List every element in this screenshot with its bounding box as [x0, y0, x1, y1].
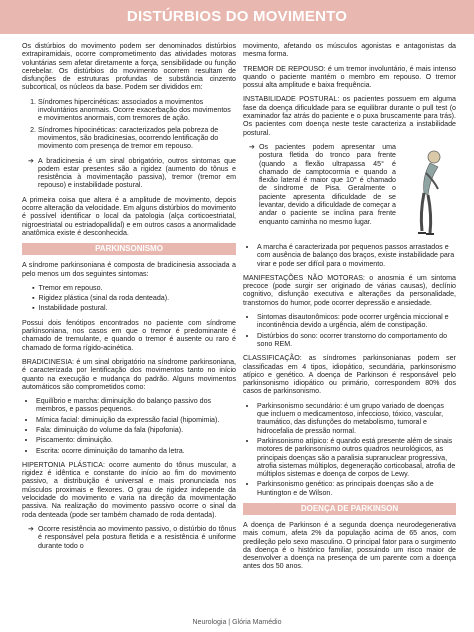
paragraph: movimento, afetando os músculos agonistas e antagonistas da mesma forma. — [243, 42, 456, 59]
list-item: ▪ Rigidez plástica (sinal da roda denteada). — [32, 294, 236, 302]
arrow-note — [28, 157, 236, 190]
section-heading: PARKINSONISMO — [22, 243, 236, 255]
nonmotor-list — [243, 313, 456, 348]
list-item: ▪ Tremor em repouso. — [32, 284, 236, 292]
list-item: • Sintomas disautonômicos: pode ocorrer urgência miccional e incontinência devido a urgência, além de constipação. — [257, 313, 456, 330]
gait-list — [243, 243, 456, 268]
section-heading: DOENÇA DE PARKINSON — [243, 503, 456, 515]
parkinson-posture-figure — [400, 143, 456, 239]
list-item: • Parkinsonismo genético: as principais doenças são a de Huntington e de Wilson. — [257, 480, 456, 497]
classification-list — [243, 402, 456, 497]
symptom-list — [22, 284, 236, 313]
arrow-note-text: Ocorre resistência ao movimento passivo, o distúrbio do tônus é responsável pela postura fletida e a resistência é uniforme durante todo o — [37, 524, 236, 550]
list-item: • Parkinsonismo secundário: é um grupo variado de doenças que incluem o medicamentoso, infeccioso, tóxico, vascular, traumático, das disfunções do metabolismo, tumoral e hidrocefalia de pressão normal. — [257, 402, 456, 435]
list-item: • Parkinsonismo atípico: é quando está presente além de sinais motores de parkinsonismo outros quadros neurológicos, as principais doenças são a paralisia supranuclear progressiva, atrofia sistemas múltiplos, degeneração corticobasal, atrofia de múltiplos sistemas e doença de corpos de Lewy. — [257, 437, 456, 478]
page-title: DISTÚRBIOS DO MOVIMENTO — [126, 8, 348, 25]
list-item: • Piscamento: diminuição. — [36, 436, 236, 444]
arrow-note-text: A bradicinesia é um sinal obrigatório, outros sintomas que podem estar presentes são a rigidez (aumento do tônus e resistência à movimentação passiva), tremor (tremor em repouso) e instabilidade postural. — [37, 156, 236, 190]
paragraph: Possui dois fenótipos encontrados no paciente com síndrome parkinsoniana, nos casos em que o tremor é predominante é chamado de tremulante, e quando o tremor é ausente ou raro é chamado de forma rígido-acinética. — [22, 318, 236, 352]
right-column — [243, 42, 456, 577]
title-bar — [0, 0, 474, 34]
list-item: • Mímica facial: diminuição da expressão facial (hipomimia). — [36, 416, 236, 424]
list-item: 1. Síndromes hipercinéticas: associados a movimentos involuntários anormais. Ocorre exacerbação dos movimentos e movimentos anormais, com tremores de ação. — [38, 98, 236, 123]
arrow-note — [28, 525, 236, 550]
paragraph: A primeira coisa que altera é a amplitude de movimento, depois ocorre alteração da velocidade. Em alguns distúrbios do movimento é possível identificar o local da patologia (alça corticoestriatal, nigroestriatal ou estriadopallidal) e em outros casos a anormalidade anatômica existe é desconhecida. — [22, 195, 236, 237]
left-column — [22, 42, 236, 556]
list-item: • A marcha é caracterizada por pequenos passos arrastados e com ausência de balanço dos braços, existe instabilidade para virar e pode ser difícil para o movimento. — [257, 243, 456, 268]
list-item: • Distúrbios do sono: ocorrer transtorno do comportamento do sono REM. — [257, 332, 456, 349]
arrow-note — [249, 143, 396, 226]
paragraph: CLASSIFICAÇÃO: as síndromes parkinsonianas podem ser classificadas em 4 tipos, idiopático, secundária, parkinsonismo atípico e genético. A doença de Parkinson é responsável pelo parkinsonismo idiopático ou primário, correspondem 80% dos casos de parkinsonismo. — [243, 354, 456, 396]
automatic-movements-list — [22, 397, 236, 455]
paragraph: BRADICINESIA: é um sinal obrigatório na síndrome parkinsoniana, é caracterizada por lentificação dos movimentos tanto no início quanto na execução e mudança do padrão. Alguns movimentos automáticos são comprometidos como: — [22, 357, 236, 391]
arrow-note-text: Os pacientes podem apresentar uma postura fletida do tronco para frente (quando a flexão ultrapassa 45° é chamado de camptocormia e quando a flexão lateral é maior que 10° é chamado de síndrome de Pisa. Geralmente o paciente apresenta dificuldade de se levantar, devido a dificuldade de começar a andar o paciente se inclina para frente enquanto caminha no mesmo lugar. — [258, 142, 396, 226]
intro-paragraph: Os distúrbios do movimento podem ser denominados distúrbios extrapiramidais, ocorre comprometimento das atividades motoras voluntárias sem afetar diretamente a força, sensibilidade ou função cerebelar. Os distúrbios do movimento ocorrem resultam de disfunções de estruturas profundas de substância cinzento subcortical, os núcleos da base. Podem ser divididos em: — [22, 42, 236, 92]
paragraph: A síndrome parkinsoniana é composta de bradicinesia associada a pelo menos um dos seguintes sintomas: — [22, 261, 236, 278]
paragraph: A doença de Parkinson é a segunda doença neurodegenerativa mais comum, afeta 2% da população acima de 65 anos, com predileção pelo sexo masculino. O principal fator para o surgimento da doença é o histórico familiar, possuindo um risco maior de desenvolver a doença na presença de um parente com a doença antes dos 50 anos. — [243, 520, 456, 571]
arrow-right-icon: ➔ — [28, 156, 34, 165]
paragraph: HIPERTONIA PLÁSTICA: ocorre aumento do tônus muscular, a rigidez é idêntica e constante do início ao fim do movimento passivo, a distribuição é universal e mais pronunciada nos músculos proximais e flexores. O grau de rigidez independe da velocidade do movimento e varia na direção da movimentação passiva. Na realização do movimento passivo ocorre o sinal da roda denteada (pode ser também chamado de roda dentada). — [22, 460, 236, 519]
arrow-right-icon: ➔ — [249, 142, 255, 151]
paragraph: TREMOR DE REPOUSO: é um tremor involuntário, é mais intenso quando o paciente mantém o membro em repouso. O tremor possui alta amplitude e baixa frequência. — [243, 64, 456, 90]
list-item: 2. Síndromes hipocinéticas: caracterizados pela pobreza de movimentos, são bradicinesias, ocorrendo lentificação do movimento com presença de tremor em repouso. — [38, 126, 236, 151]
paragraph: INSTABILIDADE POSTURAL: os pacientes possuem em alguma fase da doença dificuldade para se equilibrar durante o pull test (o examinador faz atrás do paciente e o puxa bruscamente para trás). Os pacientes com doença neste teste caracteriza a instabilidade postural. — [243, 95, 456, 137]
list-item: • Equilíbrio e marcha: diminuição do balanço passivo dos membros, e passos pequenos. — [36, 397, 236, 414]
list-item: ▪ Instabilidade postural. — [32, 304, 236, 312]
arrow-right-icon: ➔ — [28, 524, 34, 533]
syndrome-list — [22, 98, 236, 151]
list-item: • Escrita: ocorre diminuição do tamanho da letra. — [36, 447, 236, 455]
list-item: • Fala: diminuição do volume da fala (hipofonia). — [36, 426, 236, 434]
paragraph: MANIFESTAÇÕES NÃO MOTORAS: o anosmia é um sintoma precoce (pode surgir ser originado de várias causas), declínio cognitivo, disfunção executiva e alterações da personalidade, transtornos do humor, pode ocorrer depressão e ansiedade. — [243, 273, 456, 307]
footer: Neurologia | Glória Mamédio — [192, 619, 282, 626]
